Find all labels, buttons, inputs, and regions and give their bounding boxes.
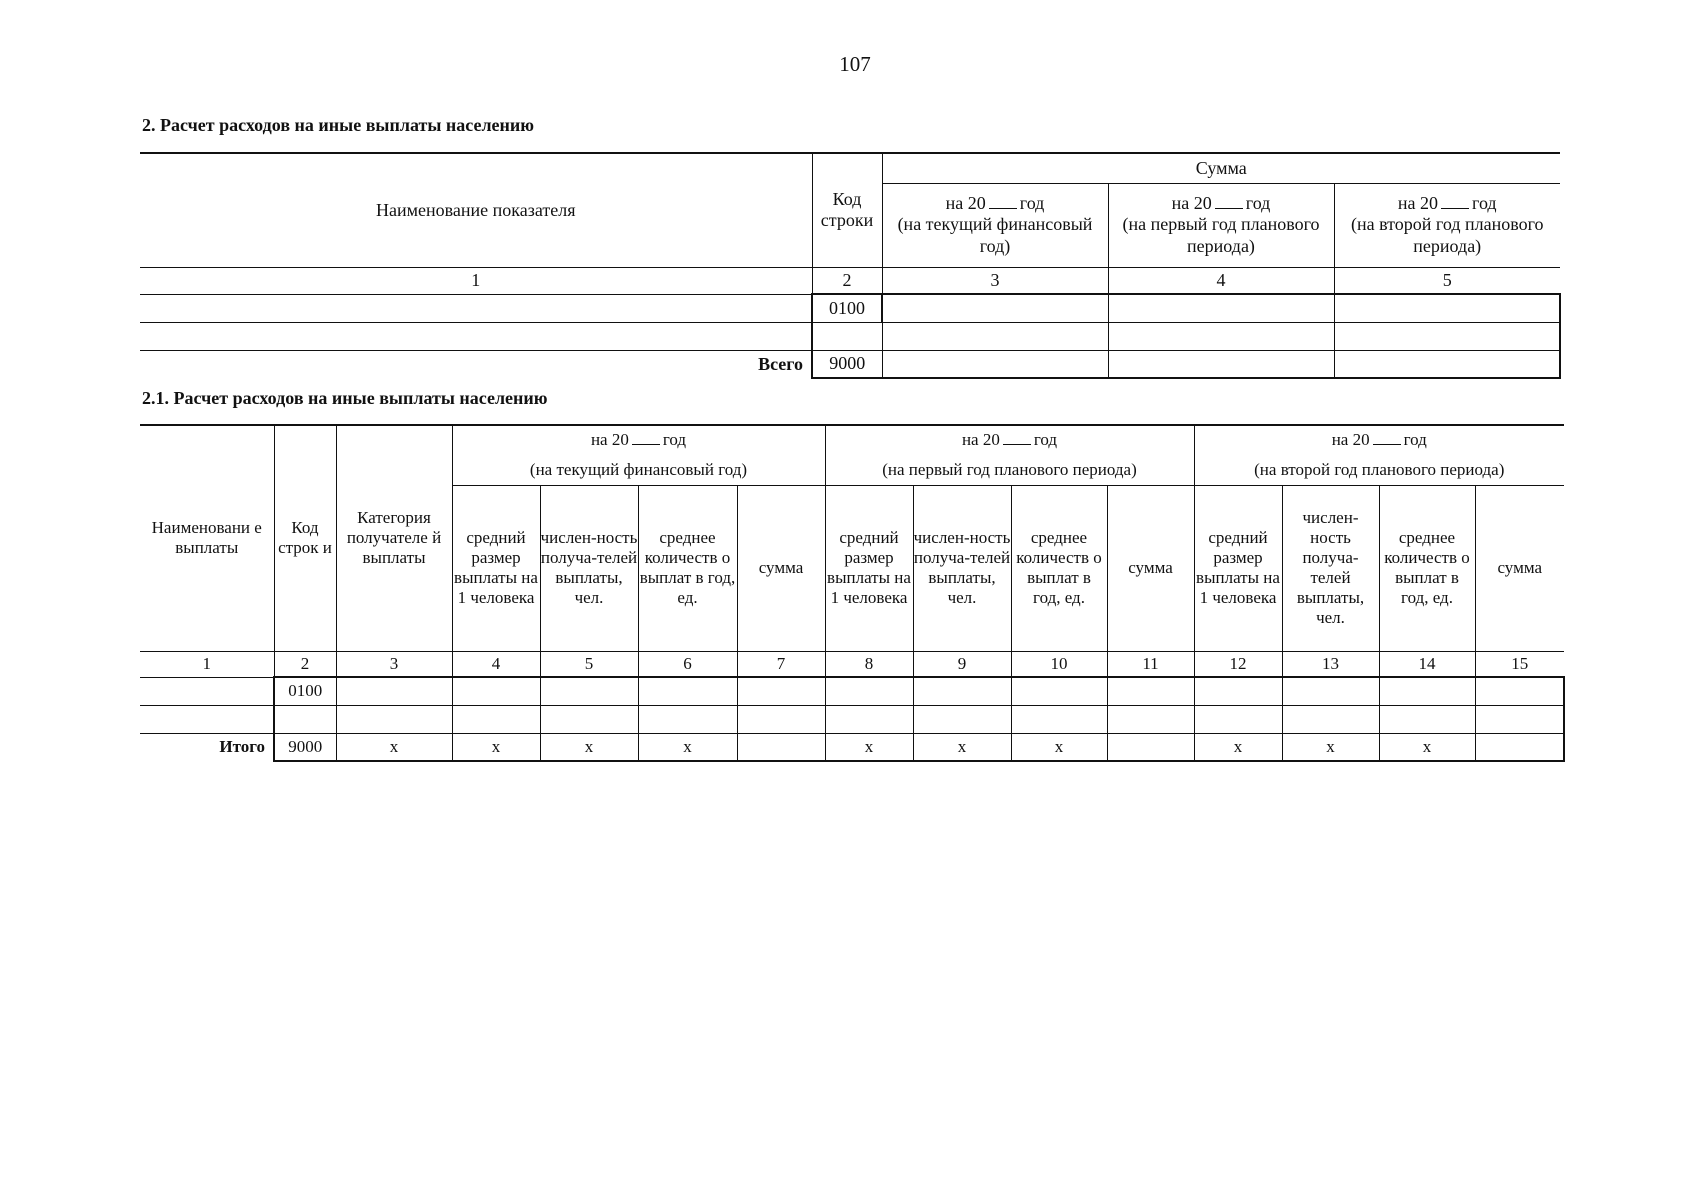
value-cell[interactable]: [540, 677, 638, 705]
row-code: [274, 705, 336, 733]
col-number: 12: [1194, 651, 1282, 677]
table-section-2-1: [140, 424, 1565, 762]
period-prefix-second: на 20 год: [1194, 425, 1564, 455]
subcol-avg-payment: средний размер выплаты на 1 человека: [825, 485, 913, 651]
table-section-2: [140, 152, 1561, 379]
subcol-avg-payment: средний размер выплаты на 1 человека: [1194, 485, 1282, 651]
col-number: 4: [1108, 267, 1334, 294]
value-cell[interactable]: [737, 705, 825, 733]
value-cell[interactable]: [452, 677, 540, 705]
table-row: [140, 677, 1564, 705]
row-name: [140, 705, 274, 733]
x-mark: x: [1379, 733, 1475, 761]
table-row: [140, 294, 1560, 322]
col-number: 1: [140, 267, 812, 294]
value-cell[interactable]: [452, 705, 540, 733]
subcol-avg-count: среднее количеств о выплат в год, ед.: [1011, 485, 1107, 651]
row-code: 0100: [274, 677, 336, 705]
table-row: [140, 705, 1564, 733]
table-row-total: [140, 733, 1564, 761]
value-cell[interactable]: [882, 294, 1108, 322]
x-mark: x: [1282, 733, 1379, 761]
value-cell[interactable]: [1108, 350, 1334, 378]
value-cell[interactable]: [540, 705, 638, 733]
x-mark: x: [1194, 733, 1282, 761]
subcol-recipients: числен-ность получа-телей выплаты, чел.: [913, 485, 1011, 651]
col-number: 13: [1282, 651, 1379, 677]
col-number: 2: [812, 267, 882, 294]
col-code-header: Код строк и: [274, 425, 336, 651]
section-2-1-title: 2.1. Расчет расходов на иные выплаты населению: [142, 388, 548, 408]
value-cell[interactable]: [1282, 677, 1379, 705]
value-cell[interactable]: [1011, 705, 1107, 733]
value-cell[interactable]: [882, 322, 1108, 350]
category-cell[interactable]: [336, 705, 452, 733]
value-cell[interactable]: [1108, 322, 1334, 350]
period-header-first: (на первый год планового периода): [825, 455, 1194, 485]
subcol-sum: сумма: [1107, 485, 1194, 651]
value-cell[interactable]: [737, 733, 825, 761]
row-name: [140, 322, 812, 350]
col-name-header: Наименовани е выплаты: [140, 425, 274, 651]
period-header-second: на 20 год (на второй год планового периода): [1334, 183, 1560, 267]
col-number: 2: [274, 651, 336, 677]
period-header-first: на 20 год (на первый год планового периода): [1108, 183, 1334, 267]
value-cell[interactable]: [1108, 294, 1334, 322]
col-sum-header: Сумма: [882, 153, 1560, 183]
x-mark: x: [336, 733, 452, 761]
period-header-current: (на текущий финансовый год): [452, 455, 825, 485]
subcol-recipients: числен-ность получа-телей выплаты, чел.: [1282, 485, 1379, 651]
row-code: 9000: [274, 733, 336, 761]
value-cell[interactable]: [1334, 294, 1560, 322]
value-cell[interactable]: [1107, 733, 1194, 761]
value-cell[interactable]: [1107, 677, 1194, 705]
table-row: [140, 322, 1560, 350]
x-mark: x: [452, 733, 540, 761]
value-cell[interactable]: [737, 677, 825, 705]
col-number: 14: [1379, 651, 1475, 677]
value-cell[interactable]: [913, 705, 1011, 733]
column-number-row: [140, 651, 1564, 677]
category-cell[interactable]: [336, 677, 452, 705]
col-number: 8: [825, 651, 913, 677]
col-number: 10: [1011, 651, 1107, 677]
col-code-header: Код строки: [812, 153, 882, 267]
col-number: 9: [913, 651, 1011, 677]
col-number: 1: [140, 651, 274, 677]
value-cell[interactable]: [1379, 677, 1475, 705]
x-mark: x: [1011, 733, 1107, 761]
value-cell[interactable]: [825, 705, 913, 733]
total-label: Всего: [758, 353, 803, 374]
x-mark: x: [825, 733, 913, 761]
value-cell[interactable]: [1475, 677, 1564, 705]
col-number: 15: [1475, 651, 1564, 677]
x-mark: x: [540, 733, 638, 761]
subcol-sum: сумма: [737, 485, 825, 651]
page-number: 107: [839, 52, 871, 76]
col-number: 6: [638, 651, 737, 677]
subcol-avg-payment: средний размер выплаты на 1 человека: [452, 485, 540, 651]
subcol-avg-count: среднее количеств о выплат в год, ед.: [1379, 485, 1475, 651]
column-number-row: [140, 267, 1560, 294]
period-header-second: (на второй год планового периода): [1194, 455, 1564, 485]
section-2-title: 2. Расчет расходов на иные выплаты населению: [142, 115, 535, 135]
value-cell[interactable]: [1475, 733, 1564, 761]
value-cell[interactable]: [1334, 350, 1560, 378]
value-cell[interactable]: [1194, 705, 1282, 733]
row-name: [140, 677, 274, 705]
subcol-recipients: числен-ность получа-телей выплаты, чел.: [540, 485, 638, 651]
x-mark: x: [638, 733, 737, 761]
value-cell[interactable]: [1011, 677, 1107, 705]
col-category-header: Категория получателе й выплаты: [336, 425, 452, 651]
value-cell[interactable]: [1475, 705, 1564, 733]
row-code: [812, 322, 882, 350]
subcol-avg-count: среднее количеств о выплат в год, ед.: [638, 485, 737, 651]
value-cell[interactable]: [1107, 705, 1194, 733]
x-mark: x: [913, 733, 1011, 761]
row-name: [140, 294, 812, 322]
value-cell[interactable]: [825, 677, 913, 705]
col-number: 3: [336, 651, 452, 677]
col-number: 7: [737, 651, 825, 677]
subcol-sum: сумма: [1475, 485, 1564, 651]
value-cell[interactable]: [1194, 677, 1282, 705]
value-cell[interactable]: [1334, 322, 1560, 350]
col-number: 3: [882, 267, 1108, 294]
row-code: 9000: [812, 350, 882, 378]
table-row-total: [140, 350, 1560, 378]
value-cell[interactable]: [913, 677, 1011, 705]
period-header-current: на 20 год (на текущий финансовый год): [882, 183, 1108, 267]
col-number: 4: [452, 651, 540, 677]
col-number: 11: [1107, 651, 1194, 677]
row-code: 0100: [812, 294, 882, 322]
value-cell[interactable]: [638, 705, 737, 733]
value-cell[interactable]: [1379, 705, 1475, 733]
period-prefix-first: на 20 год: [825, 425, 1194, 455]
col-number: 5: [1334, 267, 1560, 294]
col-number: 5: [540, 651, 638, 677]
total-label: Итого: [140, 733, 274, 761]
value-cell[interactable]: [882, 350, 1108, 378]
value-cell[interactable]: [1282, 705, 1379, 733]
period-prefix-current: на 20 год: [452, 425, 825, 455]
col-name-header: Наименование показателя: [140, 153, 812, 267]
value-cell[interactable]: [638, 677, 737, 705]
